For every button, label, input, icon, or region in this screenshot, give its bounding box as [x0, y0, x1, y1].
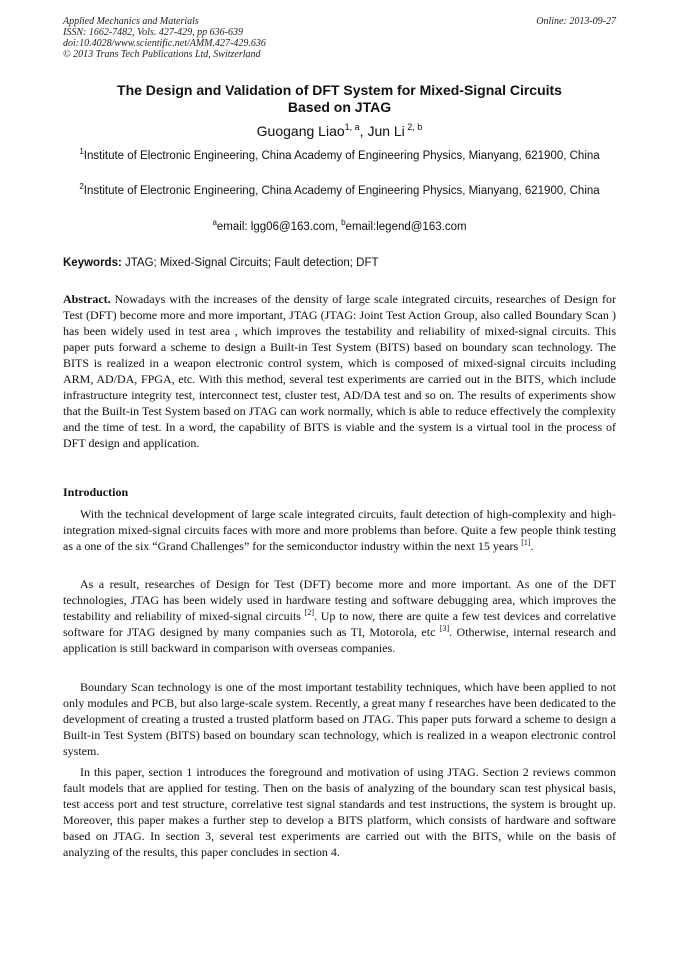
section-heading-introduction: Introduction	[63, 485, 129, 499]
title-line-2: Based on JTAG	[287, 99, 392, 115]
author-2: Jun Li	[367, 123, 405, 139]
intro-paragraph-3: Boundary Scan technology is one of the most important testability techniques, which have been applied to not only modules and PCB, but also large-scale system. Recently, a great many f researches have been dedicated to the development of creating a trusted a trusted platform based on JTAG. This paper puts forward a scheme to design a Built-in Test System (BITS) based on boundary scan technology, which is realized in a weapon electronic control system.	[63, 680, 616, 758]
intro-p1-end: .	[530, 539, 534, 553]
email-a-mark: a	[212, 218, 217, 227]
author-1-affiliation-mark: 1, a	[344, 122, 360, 132]
title-line-1: The Design and Validation of DFT System for Mixed-Signal Circuits	[117, 82, 562, 98]
author-1: Guogang Liao	[256, 123, 345, 139]
paper-title	[63, 82, 616, 116]
affiliation-1-text: Institute of Electronic Engineering, China Academy of Engineering Physics, Mianyang, 621900, China	[83, 150, 600, 162]
intro-p1-text: With the technical development of large scale integrated circuits, fault detection of high-complexity and high-integration mixed-signal circuits faces with more and more problems than before. Quite a few people think testing as a one of the six “Grand Challenges” for the semiconductor industry within the next 15 years	[63, 507, 616, 553]
affiliation-2-text: Institute of Electronic Engineering, China Academy of Engineering Physics, Mianyang, 621900, China	[83, 185, 600, 197]
intro-p2-text-b: . Up to now, there are quite a few test devices and correlative software for JTAG designed by many companies such as TI, Motorola, etc	[63, 609, 616, 639]
citation-1: [1]	[521, 538, 531, 547]
abstract-label: Abstract.	[63, 292, 111, 306]
author-list	[63, 122, 616, 140]
online-date: Online: 2013-09-27	[536, 16, 616, 27]
doi-line: doi:10.4028/www.scientific.net/AMM.427-429.636	[63, 38, 266, 49]
journal-header	[63, 16, 616, 60]
affiliation-1	[63, 149, 616, 164]
copyright-line: © 2013 Trans Tech Publications Ltd, Switzerland	[63, 49, 261, 60]
email-b-mark: b	[341, 218, 346, 227]
email-a: email: lgg06@163.com,	[216, 221, 342, 233]
intro-paragraph-4: In this paper, section 1 introduces the foreground and motivation of using JTAG. Section 2 reviews common fault models that are applied for testing. Then on the basis of analyzing of the boundary scan test physical basis, test access port and test structure, correlative test signal standards and test instructions, the system is brought up. Moreover, this paper makes a further step to develop a BITS platform, which consists of hardware and software based on JTAG. In section 3, several test experiments are carried out with the BITS, while on the basis of analyzing of the results, this paper concludes in section 4.	[63, 765, 616, 859]
affiliation-2-mark: 2	[79, 182, 84, 191]
citation-3: [3]	[439, 624, 450, 633]
author-separator: ,	[359, 123, 368, 139]
journal-name: Applied Mechanics and Materials	[63, 16, 199, 27]
issn-line: ISSN: 1662-7482, Vols. 427-429, pp 636-639	[63, 27, 243, 38]
abstract	[63, 291, 616, 451]
intro-p2-text-c: . Otherwise, internal research and application is still backward in comparison with overseas companies.	[63, 625, 617, 655]
intro-paragraph-2	[63, 576, 616, 656]
abstract-text: Nowadays with the increases of the density of large scale integrated circuits, researches of Design for Test (DFT) become more and more important, JTAG (JTAG: Joint Test Action Group, also called Boundary Scan ) has been widely used in test area , which improves the testability and reliability of mixed-signal circuits. This paper puts forward a scheme to design a Built-in Test System (BITS) based on boundary scan technology. The BITS is realized in a weapon electronic control system, which is composed of mixed-signal circuits including ARM, AD/DA, FPGA, etc. With this method, several test experiments are carried out in the BITS, which include infrastructure integrity test, interconnect test, cluster test, AD/DA test and so on. The results of experiments show that the Built-in Test System based on JTAG can work normally, which is able to reduce effectively the complexity and the time of test. In a word, the capability of BITS is viable and the system is a virtual tool in the process of DFT design and application.	[63, 292, 616, 450]
intro-p2-text-a: As a result, researches of Design for Test (DFT) become more and more important. As one of the DFT technologies, JTAG has been widely used in hardware testing and software debugging area, which improves the testability and reliability of mixed-signal circuits	[63, 577, 616, 623]
keywords	[63, 256, 616, 271]
affiliation-1-mark: 1	[79, 147, 84, 156]
author-emails	[63, 220, 616, 235]
affiliation-2	[63, 184, 616, 199]
intro-paragraph-1	[63, 506, 616, 554]
email-b: email:legend@163.com	[345, 221, 467, 233]
keywords-label: Keywords:	[63, 257, 122, 269]
author-2-affiliation-mark: 2, b	[404, 122, 423, 132]
citation-2: [2]	[304, 608, 315, 617]
keywords-text: JTAG; Mixed-Signal Circuits; Fault detection; DFT	[121, 257, 379, 269]
